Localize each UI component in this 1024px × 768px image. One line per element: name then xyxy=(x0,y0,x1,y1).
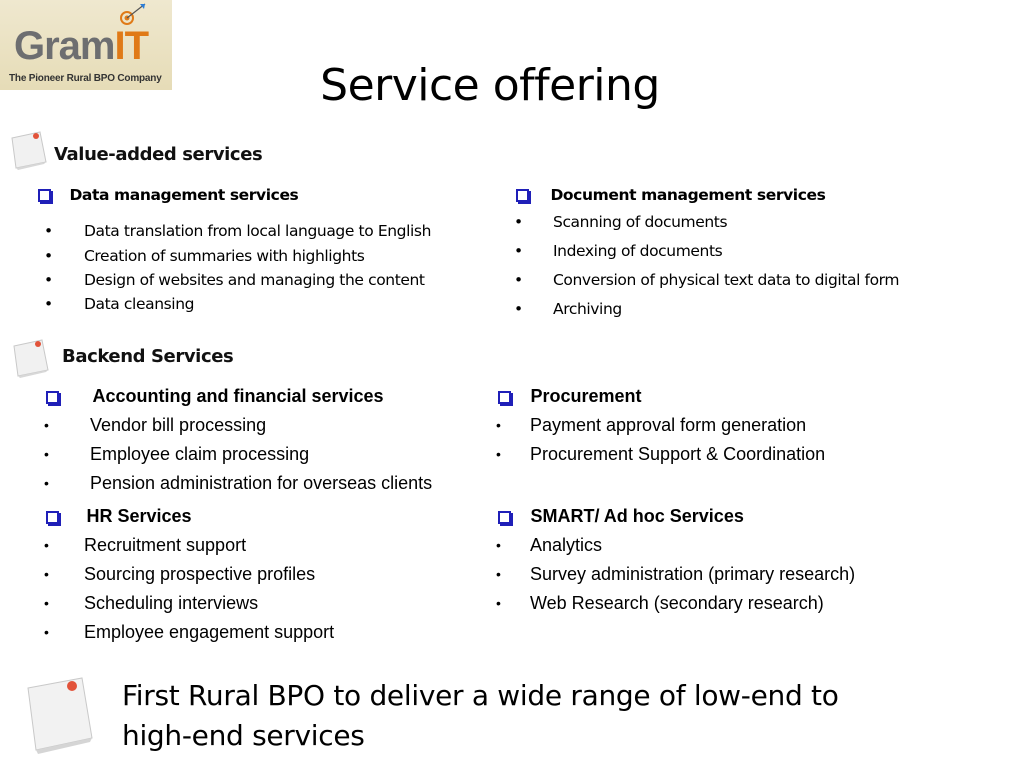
footer-line-1: First Rural BPO to deliver a wide range of low-end to xyxy=(122,679,839,712)
checkbox-bullet-icon xyxy=(498,511,511,524)
list-item: • Sourcing prospective profiles xyxy=(44,564,316,584)
data-management-heading: Data management services xyxy=(69,186,299,204)
hr-block xyxy=(46,506,192,527)
list-item: • Data translation from local language to English xyxy=(44,222,431,240)
list-item: • Scheduling interviews xyxy=(44,593,259,613)
list-item: • Procurement Support & Coordination xyxy=(496,444,826,464)
list-item: • Pension administration for overseas clients xyxy=(44,473,433,493)
document-management-heading: Document management services xyxy=(550,186,826,204)
page-title: Service offering xyxy=(320,60,660,111)
accounting-list xyxy=(44,411,484,498)
smart-list xyxy=(496,531,976,618)
data-management-list xyxy=(44,222,484,319)
checkbox-bullet-icon xyxy=(516,189,529,202)
accounting-heading: Accounting and financial services xyxy=(92,386,384,406)
list-item: • Data cleansing xyxy=(44,295,195,313)
sticky-note-icon xyxy=(8,336,52,380)
list-item: • Survey administration (primary research) xyxy=(496,564,856,584)
logo-wordmark: GramIT xyxy=(14,24,149,68)
hr-heading: HR Services xyxy=(86,506,192,526)
procurement-heading: Procurement xyxy=(530,386,642,406)
list-item: • Vendor bill processing xyxy=(44,415,267,435)
document-management-list xyxy=(514,213,984,329)
list-item: • Employee claim processing xyxy=(44,444,310,464)
footer-line-2: high-end services xyxy=(122,719,365,752)
list-item: • Conversion of physical text data to digital form xyxy=(514,271,900,289)
smart-block xyxy=(498,506,744,527)
checkbox-bullet-icon xyxy=(46,511,59,524)
checkbox-bullet-icon xyxy=(38,189,51,202)
section-heading-backend: Backend Services xyxy=(62,346,234,367)
list-item: • Creation of summaries with highlights xyxy=(44,247,365,265)
list-item: • Design of websites and managing the content xyxy=(44,271,425,289)
smart-heading: SMART/ Ad hoc Services xyxy=(530,506,744,526)
sticky-note-icon xyxy=(20,672,100,758)
list-item: • Archiving xyxy=(514,300,622,318)
logo-tagline: The Pioneer Rural BPO Company xyxy=(9,73,162,84)
procurement-list xyxy=(496,411,976,469)
list-item: • Web Research (secondary research) xyxy=(496,593,824,613)
data-management-block xyxy=(38,186,298,205)
checkbox-bullet-icon xyxy=(498,391,511,404)
list-item: • Payment approval form generation xyxy=(496,415,807,435)
section-heading-value-added: Value-added services xyxy=(54,144,263,165)
list-item: • Scanning of documents xyxy=(514,213,728,231)
hr-list xyxy=(44,531,484,647)
document-management-block xyxy=(516,186,825,205)
footer-statement xyxy=(122,676,1002,756)
checkbox-bullet-icon xyxy=(46,391,59,404)
list-item: • Analytics xyxy=(496,535,603,555)
sticky-note-icon xyxy=(6,128,50,172)
procurement-block xyxy=(498,386,642,407)
list-item: • Recruitment support xyxy=(44,535,247,555)
accounting-block xyxy=(46,386,384,407)
list-item: • Employee engagement support xyxy=(44,622,335,642)
list-item: • Indexing of documents xyxy=(514,242,723,260)
